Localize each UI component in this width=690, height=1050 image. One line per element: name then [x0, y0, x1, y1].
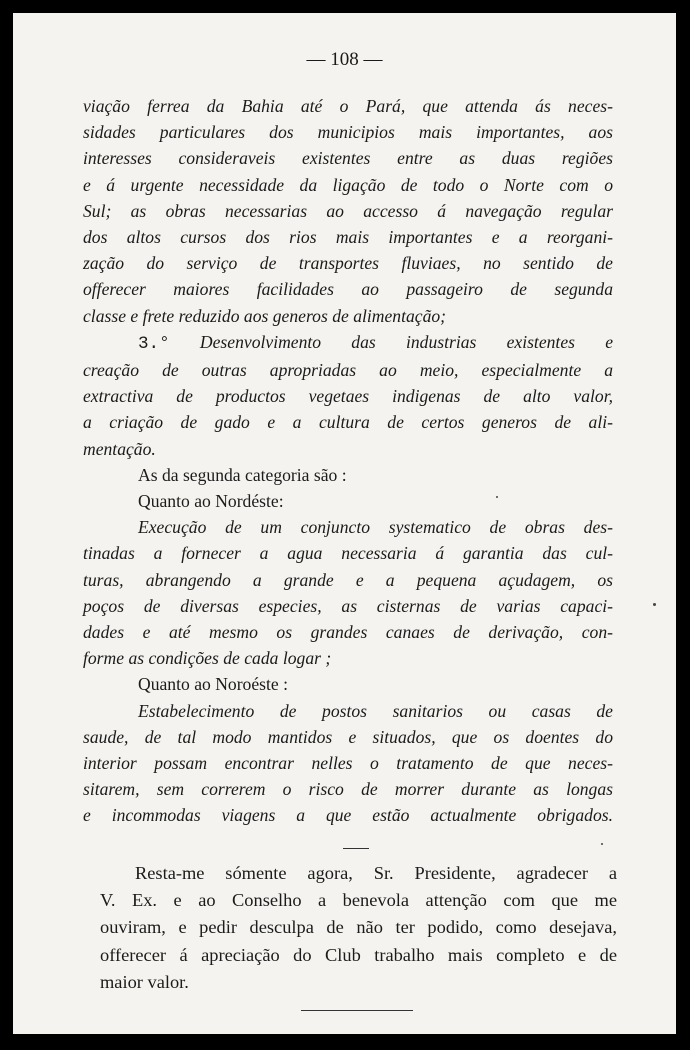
text-line: sidades particulares dos municipios mais importantes, aos [83, 122, 613, 143]
text-line: interesses consideraveis existentes entre as duas regiões [83, 148, 613, 169]
text-line: e á urgente necessidade da ligação de todo o Norte com o [83, 174, 613, 195]
text-line: zação do serviço de transportes fluviaes, no sentido de [83, 253, 613, 274]
text-line: viação ferrea da Bahia até o Pará, que attenda ás neces- [83, 96, 613, 116]
text-line: turas, abrangendo a grande e a pequena açudagem, os [83, 569, 613, 590]
paragraph-railway-continuation [83, 93, 613, 329]
main-text [83, 93, 613, 829]
item-3-first-line: Desenvolvimento das industrias existentes e [199, 331, 614, 352]
text-line: ouviram, e pedir desculpa de não ter podido, como desejava, [100, 917, 617, 938]
end-rule [301, 1010, 413, 1011]
paragraph-item-3 [83, 329, 613, 462]
text-line: a criação de gado e a cultura de certos generos de ali- [83, 412, 613, 433]
text-line: Resta-me sómente agora, Sr. Presidente, agradecer a [135, 863, 617, 883]
text-line: dades e até mesmo os grandes canaes de derivação, con- [83, 622, 613, 643]
paper-speck [601, 843, 603, 845]
text-line: interior possam encontrar nelles o tratamento de que neces- [83, 753, 613, 774]
text-line: classe e frete reduzido aos generos de alimentação; [83, 305, 447, 326]
text-line: sitarem, sem correrem o risco de morrer durante as longas [83, 779, 613, 800]
paragraph-nordeste [83, 514, 613, 671]
text-line: e incommodas viagens a que estão actualmente obrigados. [83, 805, 613, 826]
page-number: — 108 — [306, 49, 383, 70]
text-line: offerecer maiores facilidades ao passageiro de segunda [83, 279, 613, 300]
document-page [13, 13, 676, 1034]
paper-speck [496, 496, 498, 498]
text-line: tinadas a fornecer a agua necessaria á garantia das cul- [83, 543, 613, 564]
second-category-heading: As da segunda categoria são : [138, 464, 347, 485]
text-line: V. Ex. e ao Conselho a benevola attenção com que me [100, 890, 617, 911]
paragraph-closing [100, 860, 617, 996]
noroeste-heading: Quanto ao Noroéste : [138, 674, 288, 695]
paper-speck [653, 603, 656, 606]
text-line: offerecer á apreciação do Club trabalho mais completo e de [100, 944, 617, 965]
text-line: extractiva de productos vegetaes indigenas de alto valor, [83, 386, 613, 407]
text-line [83, 329, 613, 357]
item-number: 3.° [138, 333, 170, 354]
nordeste-heading: Quanto ao Nordéste: [138, 491, 284, 512]
text-line: Estabelecimento de postos sanitarios ou casas de [138, 700, 613, 721]
text-line: maior valor. [100, 971, 189, 992]
text-line: Execução de um conjuncto systematico de obras des- [138, 517, 613, 538]
text-line: Sul; as obras necessarias ao accesso á navegação regular [83, 200, 613, 221]
text-line: poços de diversas especies, as cisternas de varias capaci- [83, 595, 613, 616]
text-line: forme as condições de cada logar ; [83, 648, 332, 669]
text-line: creação de outras apropriadas ao meio, especialmente a [83, 360, 613, 381]
text-line: saude, de tal modo mantidos e situados, que os doentes do [83, 726, 613, 747]
paragraph-noroeste [83, 698, 613, 829]
text-line: dos altos cursos dos rios mais importantes e a reorgani- [83, 227, 613, 248]
text-line: mentação. [83, 438, 156, 459]
section-divider [343, 848, 369, 849]
